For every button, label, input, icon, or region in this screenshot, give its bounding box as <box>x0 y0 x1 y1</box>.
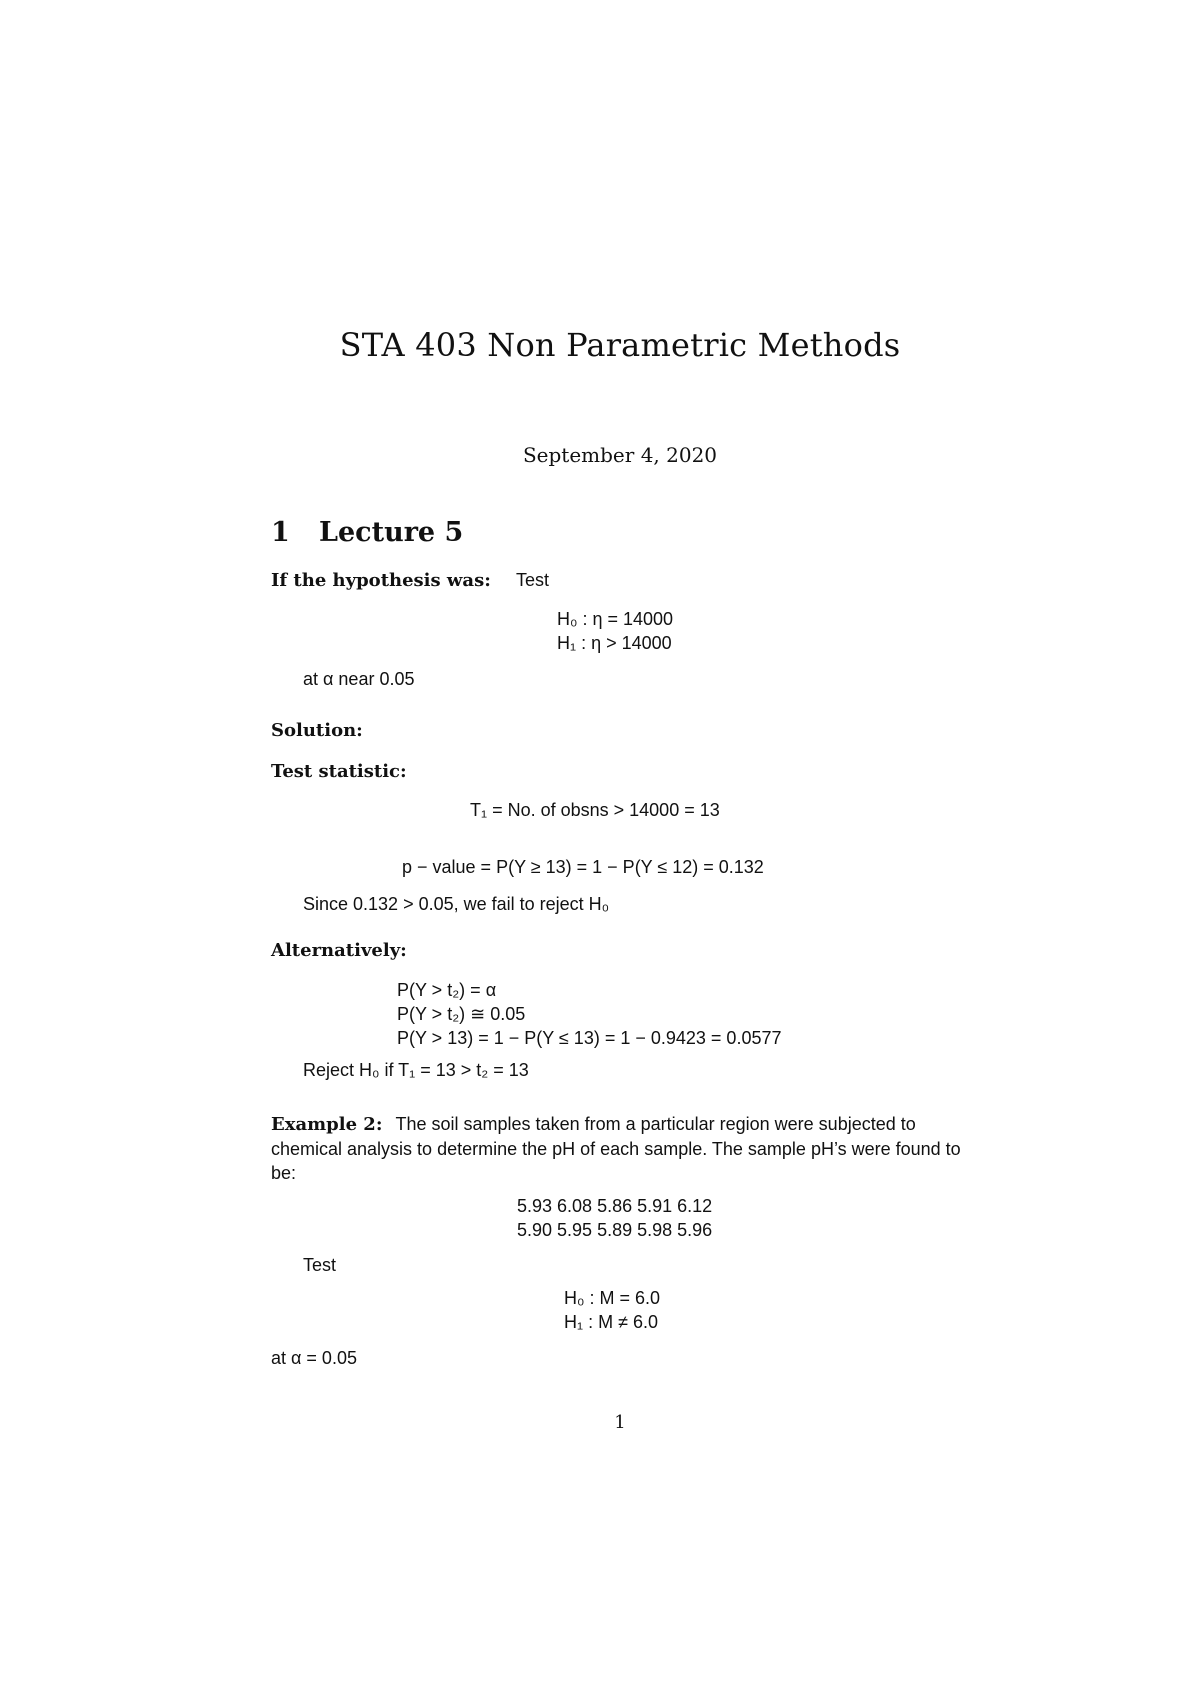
test-statistic-label: Test statistic: <box>271 761 407 782</box>
example2-text: The soil samples taken from a particular region were subjected to chemical analysis to determine the pH of each sample. The sample pH’s were found to be: <box>271 1114 961 1183</box>
section-title: Lecture 5 <box>319 517 464 548</box>
hypothesis-test-word: Test <box>515 570 549 590</box>
hypothesis-lead: If the hypothesis was: <box>271 570 491 591</box>
alt-line: P(Y > 13) = 1 − P(Y ≤ 13) = 1 − 0.9423 = 0.0577 <box>397 1028 782 1048</box>
document-date: September 4, 2020 <box>522 443 718 467</box>
alternatively-label: Alternatively: <box>271 940 407 961</box>
ph-data-row: 5.90 5.95 5.89 5.98 5.96 <box>517 1220 713 1240</box>
section-heading <box>271 517 463 548</box>
h1-line: H₁ : η > 14000 <box>557 633 672 653</box>
example2-h0-line: H₀ : M = 6.0 <box>564 1288 661 1308</box>
alt-line: P(Y > t₂) ≅ 0.05 <box>397 1004 526 1024</box>
hypothesis-block <box>557 607 673 655</box>
conclusion-line: Since 0.132 > 0.05, we fail to reject H₀ <box>303 894 610 914</box>
ph-data-block <box>517 1194 712 1242</box>
pvalue-equation: p − value = P(Y ≥ 13) = 1 − P(Y ≤ 12) = 0.132 <box>402 857 764 877</box>
solution-label: Solution: <box>271 720 363 741</box>
example2-label: Example 2: <box>271 1114 383 1135</box>
alpha-line: at α near 0.05 <box>303 669 415 689</box>
example2-test-word: Test <box>303 1255 337 1275</box>
alt-line: P(Y > t₂) = α <box>397 980 497 1000</box>
t1-equation: T₁ = No. of obsns > 14000 = 13 <box>470 800 720 820</box>
reject-line: Reject H₀ if T₁ = 13 > t₂ = 13 <box>303 1060 529 1080</box>
example2-hypothesis-block <box>564 1286 660 1334</box>
h0-line: H₀ : η = 14000 <box>557 609 674 629</box>
ph-data-row: 5.93 6.08 5.86 5.91 6.12 <box>517 1196 713 1216</box>
example2-paragraph <box>271 1112 971 1185</box>
page-number: 1 <box>614 1412 626 1433</box>
document-title: STA 403 Non Parametric Methods <box>339 326 901 364</box>
example2-alpha-line: at α = 0.05 <box>271 1348 357 1368</box>
section-number: 1 <box>271 517 290 548</box>
hypothesis-intro <box>271 570 549 591</box>
alternative-block <box>397 978 782 1050</box>
example2-h1-line: H₁ : M ≠ 6.0 <box>564 1312 658 1332</box>
